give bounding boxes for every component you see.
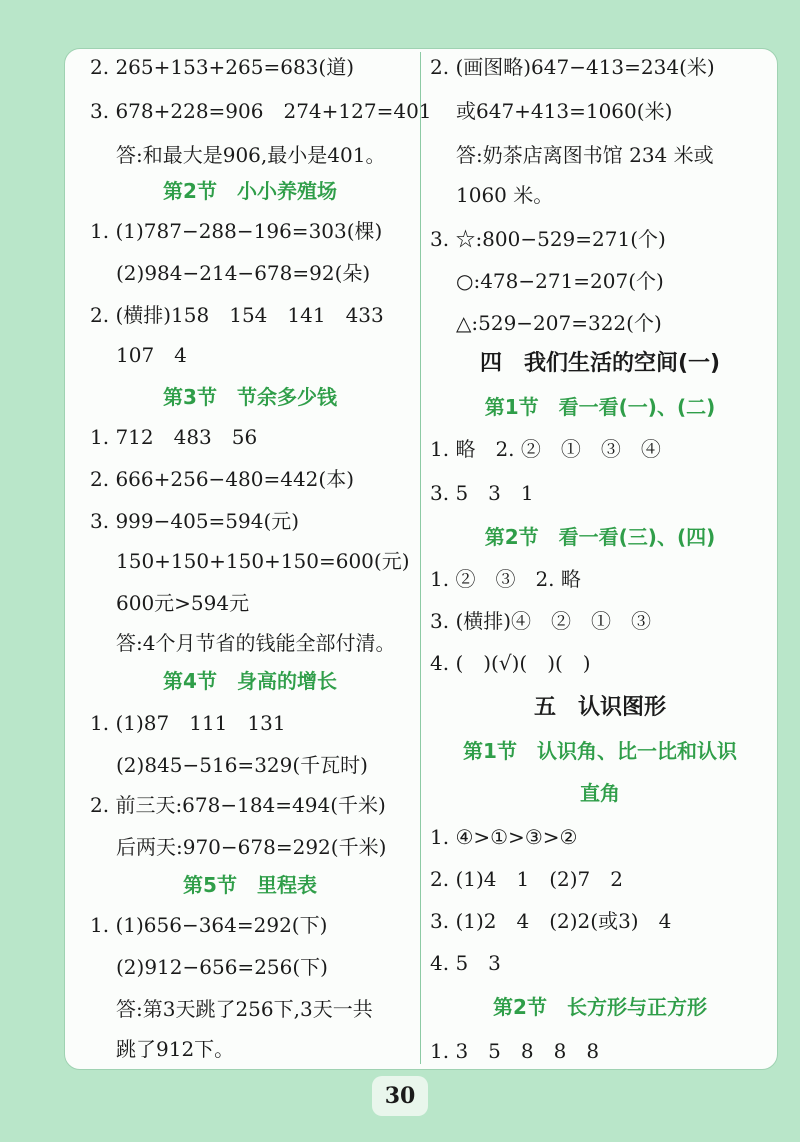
answer-line: 1. 712 483 56 — [90, 425, 258, 449]
answer-line: 3. 5 3 1 — [430, 481, 534, 505]
section-heading: 第2节 小小养殖场 — [163, 179, 337, 203]
chapter-heading: 四 我们生活的空间(一) — [479, 351, 721, 376]
answer-line: 1. ④>①>③>② — [430, 825, 578, 849]
answer-line: 2. 前三天:678−184=494(千米) — [90, 793, 386, 817]
answer-line: 3. 678+228=906 274+127=401 — [90, 99, 432, 123]
answer-line: 3. (横排)④ ② ① ③ — [430, 609, 652, 633]
answer-line: ○:478−271=207(个) — [456, 269, 664, 293]
section-heading: 第2节 长方形与正方形 — [493, 995, 707, 1019]
answer-line: 答:和最大是906,最小是401。 — [116, 143, 386, 167]
answer-line: 1060 米。 — [456, 183, 554, 207]
section-heading: 第3节 节余多少钱 — [163, 385, 337, 409]
answer-line: 跳了912下。 — [116, 1037, 235, 1061]
chapter-heading: 五 认识图形 — [533, 695, 666, 720]
page-number: 30 — [372, 1076, 428, 1116]
answer-line: 4. 5 3 — [430, 951, 501, 975]
column-divider — [420, 52, 421, 1064]
answer-line: 150+150+150+150=600(元) — [116, 549, 410, 573]
answer-line: 1. (1)656−364=292(下) — [90, 913, 328, 937]
answer-line: 2. (1)4 1 (2)7 2 — [430, 867, 623, 891]
answer-line: 后两天:970−678=292(千米) — [116, 835, 387, 859]
answer-line: 3. ☆:800−529=271(个) — [430, 227, 666, 251]
section-heading: 第4节 身高的增长 — [163, 669, 337, 693]
answer-line: 答:4个月节省的钱能全部付清。 — [116, 631, 396, 655]
answer-line: 或647+413=1060(米) — [456, 99, 673, 123]
answer-line: 107 4 — [116, 343, 187, 367]
answer-line: 1. (1)87 111 131 — [90, 711, 286, 735]
section-heading: 直角 — [580, 781, 620, 805]
answer-line: 600元>594元 — [116, 591, 250, 615]
section-heading: 第5节 里程表 — [183, 873, 317, 897]
answer-line: 2. 265+153+265=683(道) — [90, 55, 355, 79]
answer-line: 答:奶茶店离图书馆 234 米或 — [456, 143, 714, 167]
answer-line: 3. (1)2 4 (2)2(或3) 4 — [430, 909, 672, 933]
answer-line: 答:第3天跳了256下,3天一共 — [116, 997, 373, 1021]
answer-line: 1. ② ③ 2. 略 — [430, 567, 581, 591]
answer-line: (2)845−516=329(千瓦时) — [116, 753, 368, 777]
answer-line: △:529−207=322(个) — [456, 311, 662, 335]
answer-line: 1. 3 5 8 8 8 — [430, 1039, 600, 1063]
answer-line: 1. 略 2. ② ① ③ ④ — [430, 437, 661, 461]
answer-line: 2. (横排)158 154 141 433 — [90, 303, 384, 327]
answer-line: 2. 666+256−480=442(本) — [90, 467, 355, 491]
section-heading: 第2节 看一看(三)、(四) — [484, 525, 716, 549]
section-heading: 第1节 看一看(一)、(二) — [484, 395, 716, 419]
answer-line: (2)912−656=256(下) — [116, 955, 328, 979]
answer-line: 1. (1)787−288−196=303(棵) — [90, 219, 383, 243]
section-heading: 第1节 认识角、比一比和认识 — [463, 739, 737, 763]
answer-line: 4. ( )(√)( )( ) — [430, 651, 591, 675]
answer-line: 2. (画图略)647−413=234(米) — [430, 55, 715, 79]
answer-line: (2)984−214−678=92(朵) — [116, 261, 371, 285]
answer-line: 3. 999−405=594(元) — [90, 509, 300, 533]
